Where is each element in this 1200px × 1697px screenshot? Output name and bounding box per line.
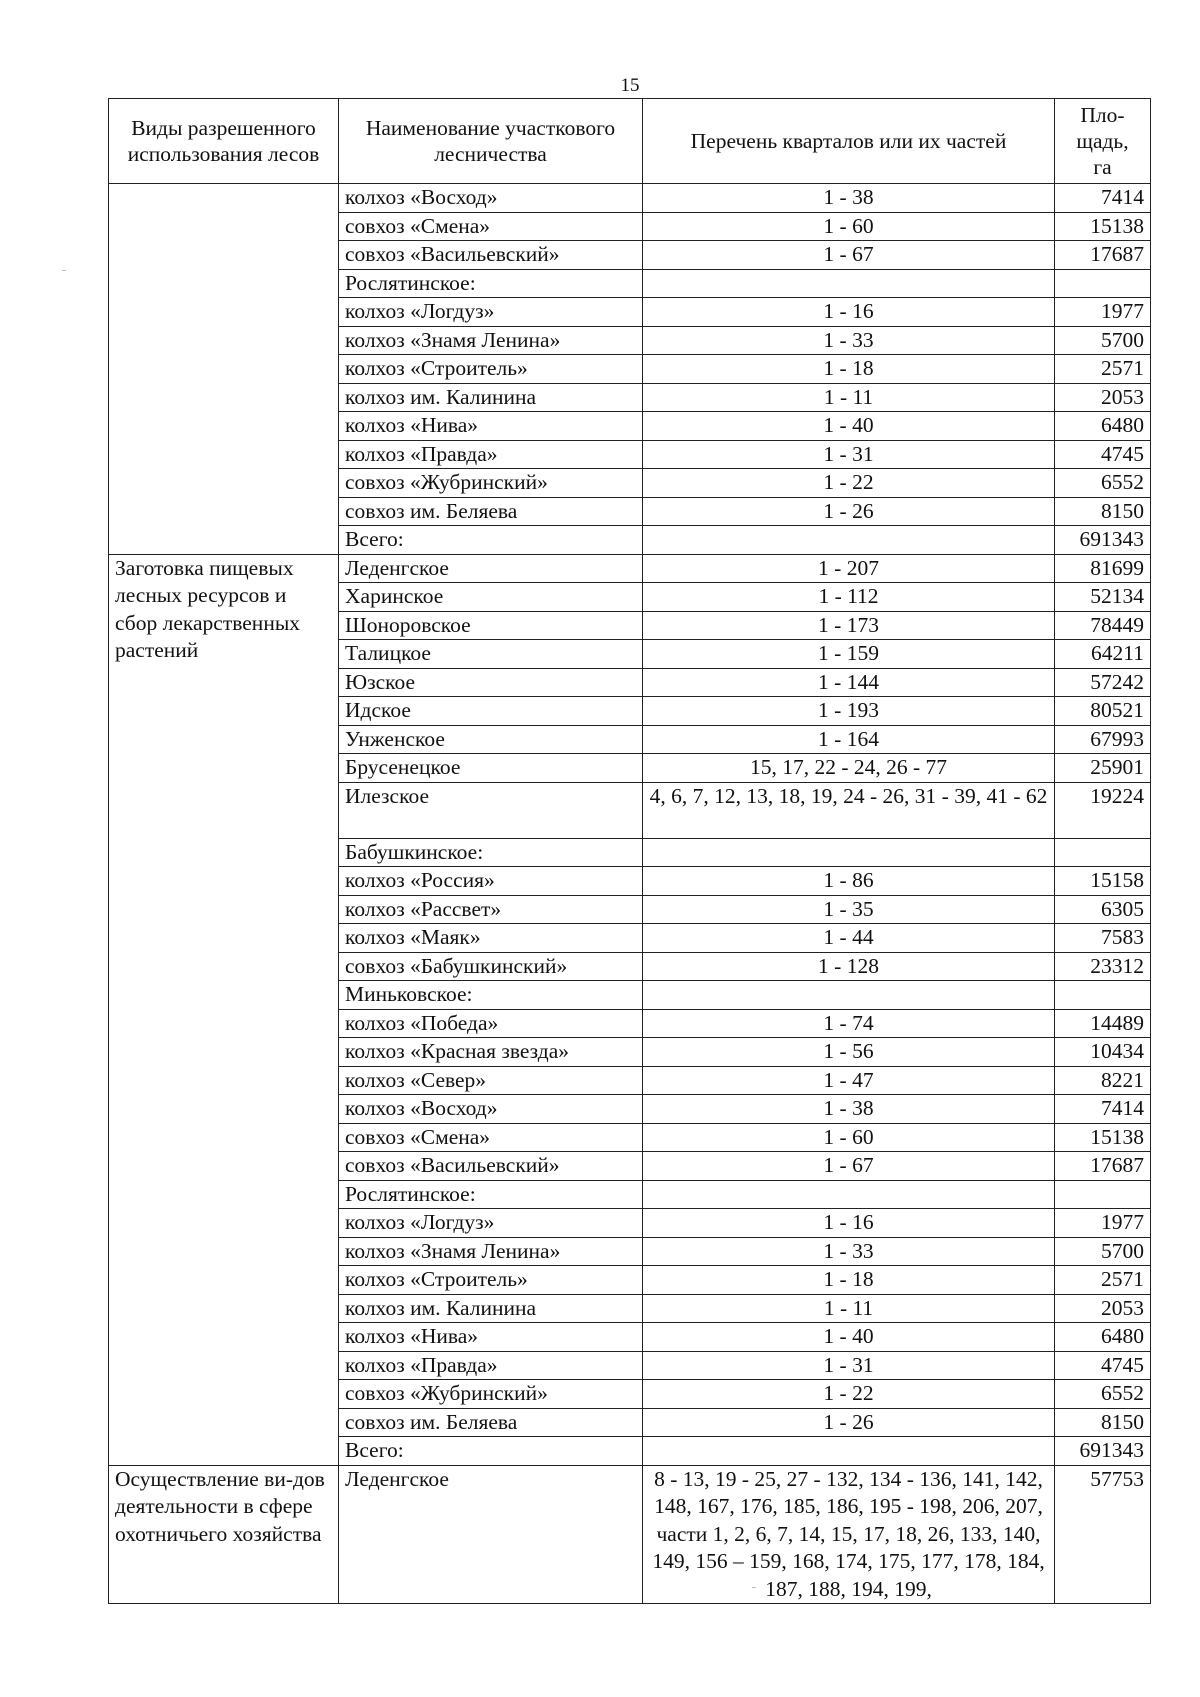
quarters-cell: 1 - 67 [643, 1152, 1055, 1181]
quarters-cell: 8 - 13, 19 - 25, 27 - 132, 134 - 136, 141, 142, 148, 167, 176, 185, 186, 195 - 198, 206, 207, части 1, 2, 6, 7, 14, 15, 17, 18, 26, 133, 140, 149, 156 – 159, 168, 174, 175, 177, 178, 184, 187, 188, 194, 199, [643, 1465, 1055, 1604]
forestry-cell: колхоз «Север» [339, 1066, 643, 1095]
area-cell: 15138 [1055, 1123, 1151, 1152]
quarters-cell: 1 - 193 [643, 697, 1055, 726]
area-cell: 6480 [1055, 1323, 1151, 1352]
forestry-cell: Всего: [339, 1437, 643, 1466]
header-use-type: Виды разрешенного использования лесов [109, 99, 339, 184]
quarters-cell: 1 - 40 [643, 412, 1055, 441]
area-cell [1055, 269, 1151, 298]
area-cell: 19224 [1055, 782, 1151, 838]
quarters-cell: 1 - 144 [643, 668, 1055, 697]
quarters-cell: 1 - 22 [643, 469, 1055, 498]
forestry-cell: колхоз «Знамя Ленина» [339, 326, 643, 355]
area-cell: 8150 [1055, 1408, 1151, 1437]
forestry-cell: колхоз «Строитель» [339, 355, 643, 384]
area-cell [1055, 838, 1151, 867]
forestry-cell: колхоз «Россия» [339, 867, 643, 896]
area-cell: 6305 [1055, 895, 1151, 924]
quarters-cell: 1 - 38 [643, 184, 1055, 213]
forestry-cell: колхоз «Восход» [339, 184, 643, 213]
area-cell [1055, 1180, 1151, 1209]
quarters-cell: 1 - 74 [643, 1009, 1055, 1038]
forestry-cell: совхоз «Жубринский» [339, 1380, 643, 1409]
forestry-cell: колхоз им. Калинина [339, 1294, 643, 1323]
use-type-cell: Осуществление ви-дов деятельности в сфере охотничьего хозяйства [109, 1465, 339, 1604]
quarters-cell: 1 - 26 [643, 1408, 1055, 1437]
page-number: 15 [620, 75, 640, 96]
area-cell: 6552 [1055, 469, 1151, 498]
area-cell: 5700 [1055, 1237, 1151, 1266]
header-area: Пло-щадь, га [1055, 99, 1151, 184]
quarters-cell: 1 - 18 [643, 355, 1055, 384]
quarters-cell: 1 - 159 [643, 640, 1055, 669]
area-cell: 57753 [1055, 1465, 1151, 1604]
forestry-cell: колхоз «Маяк» [339, 924, 643, 953]
forestry-cell: совхоз «Жубринский» [339, 469, 643, 498]
quarters-cell: 4, 6, 7, 12, 13, 18, 19, 24 - 26, 31 - 39, 41 - 62 [643, 782, 1055, 838]
quarters-cell: 1 - 56 [643, 1038, 1055, 1067]
area-cell: 64211 [1055, 640, 1151, 669]
area-cell: 2053 [1055, 383, 1151, 412]
quarters-cell: 1 - 40 [643, 1323, 1055, 1352]
area-cell: 15138 [1055, 212, 1151, 241]
forestry-cell: Талицкое [339, 640, 643, 669]
forestry-cell: колхоз «Правда» [339, 440, 643, 469]
quarters-cell: 1 - 86 [643, 867, 1055, 896]
quarters-cell: 1 - 11 [643, 1294, 1055, 1323]
forestry-cell: колхоз «Нива» [339, 412, 643, 441]
area-cell [1055, 981, 1151, 1010]
forestry-cell: Брусенецкое [339, 754, 643, 783]
area-cell: 6552 [1055, 1380, 1151, 1409]
quarters-cell [643, 1180, 1055, 1209]
forestry-cell: Унженское [339, 725, 643, 754]
table-row [109, 554, 1151, 583]
forestry-cell: колхоз «Логдуз» [339, 1209, 643, 1238]
quarters-cell: 1 - 112 [643, 583, 1055, 612]
area-cell: 14489 [1055, 1009, 1151, 1038]
area-cell: 7583 [1055, 924, 1151, 953]
quarters-cell [643, 838, 1055, 867]
area-cell: 7414 [1055, 1095, 1151, 1124]
area-cell: 52134 [1055, 583, 1151, 612]
quarters-cell [643, 526, 1055, 555]
area-cell: 25901 [1055, 754, 1151, 783]
quarters-cell: 1 - 207 [643, 554, 1055, 583]
quarters-cell: 1 - 16 [643, 298, 1055, 327]
area-cell: 23312 [1055, 952, 1151, 981]
area-cell: 10434 [1055, 1038, 1151, 1067]
quarters-cell [643, 269, 1055, 298]
use-type-cell: Заготовка пищевых лесных ресурсов и сбор лекарственных растений [109, 554, 339, 1465]
area-cell: 6480 [1055, 412, 1151, 441]
quarters-cell: 1 - 47 [643, 1066, 1055, 1095]
forestry-cell: колхоз «Логдуз» [339, 298, 643, 327]
forestry-cell: совхоз «Бабушкинский» [339, 952, 643, 981]
forestry-cell: Рослятинское: [339, 1180, 643, 1209]
area-cell: 8221 [1055, 1066, 1151, 1095]
area-cell: 691343 [1055, 526, 1151, 555]
forestry-cell: колхоз «Строитель» [339, 1266, 643, 1295]
quarters-cell: 1 - 18 [643, 1266, 1055, 1295]
scan-speck [752, 1587, 756, 1588]
area-cell: 2571 [1055, 355, 1151, 384]
quarters-cell: 1 - 44 [643, 924, 1055, 953]
forestry-cell: колхоз «Восход» [339, 1095, 643, 1124]
quarters-cell: 1 - 128 [643, 952, 1055, 981]
area-cell: 80521 [1055, 697, 1151, 726]
quarters-cell: 1 - 22 [643, 1380, 1055, 1409]
area-cell: 8150 [1055, 497, 1151, 526]
quarters-cell: 1 - 67 [643, 241, 1055, 270]
forestry-cell: Шоноровское [339, 611, 643, 640]
forestry-cell: Идское [339, 697, 643, 726]
forest-use-table [108, 98, 1151, 1604]
area-cell: 1977 [1055, 298, 1151, 327]
forestry-cell: совхоз «Смена» [339, 212, 643, 241]
quarters-cell: 1 - 16 [643, 1209, 1055, 1238]
forestry-cell: Илезское [339, 782, 643, 838]
area-cell: 57242 [1055, 668, 1151, 697]
forestry-cell: Леденгское [339, 1465, 643, 1604]
area-cell: 15158 [1055, 867, 1151, 896]
area-cell: 17687 [1055, 241, 1151, 270]
quarters-cell: 15, 17, 22 - 24, 26 - 77 [643, 754, 1055, 783]
quarters-cell: 1 - 173 [643, 611, 1055, 640]
area-cell: 4745 [1055, 1351, 1151, 1380]
forestry-cell: колхоз «Знамя Ленина» [339, 1237, 643, 1266]
area-cell: 2571 [1055, 1266, 1151, 1295]
area-cell: 81699 [1055, 554, 1151, 583]
area-cell: 4745 [1055, 440, 1151, 469]
forestry-cell: Рослятинское: [339, 269, 643, 298]
quarters-cell: 1 - 26 [643, 497, 1055, 526]
forestry-cell: Харинское [339, 583, 643, 612]
forestry-cell: Всего: [339, 526, 643, 555]
forestry-cell: колхоз им. Калинина [339, 383, 643, 412]
forestry-cell: совхоз им. Беляева [339, 1408, 643, 1437]
forestry-cell: Юзское [339, 668, 643, 697]
area-cell: 5700 [1055, 326, 1151, 355]
area-cell: 67993 [1055, 725, 1151, 754]
quarters-cell: 1 - 33 [643, 326, 1055, 355]
forestry-cell: Бабушкинское: [339, 838, 643, 867]
quarters-cell: 1 - 60 [643, 1123, 1055, 1152]
use-type-cell [109, 184, 339, 555]
scan-speck [62, 270, 66, 271]
forestry-cell: колхоз «Победа» [339, 1009, 643, 1038]
quarters-cell: 1 - 35 [643, 895, 1055, 924]
forestry-cell: Миньковское: [339, 981, 643, 1010]
table-row [109, 184, 1151, 213]
area-cell: 691343 [1055, 1437, 1151, 1466]
quarters-cell: 1 - 33 [643, 1237, 1055, 1266]
forestry-cell: совхоз «Васильевский» [339, 1152, 643, 1181]
area-cell: 17687 [1055, 1152, 1151, 1181]
forestry-cell: совхоз «Смена» [339, 1123, 643, 1152]
forestry-cell: колхоз «Правда» [339, 1351, 643, 1380]
forestry-cell: колхоз «Рассвет» [339, 895, 643, 924]
quarters-cell [643, 981, 1055, 1010]
table-row [109, 1465, 1151, 1604]
forestry-cell: колхоз «Красная звезда» [339, 1038, 643, 1067]
area-cell: 2053 [1055, 1294, 1151, 1323]
forestry-cell: Леденгское [339, 554, 643, 583]
quarters-cell: 1 - 31 [643, 440, 1055, 469]
area-cell: 7414 [1055, 184, 1151, 213]
quarters-cell: 1 - 31 [643, 1351, 1055, 1380]
forestry-cell: колхоз «Нива» [339, 1323, 643, 1352]
quarters-cell [643, 1437, 1055, 1466]
header-quarters: Перечень кварталов или их частей [643, 99, 1055, 184]
table-body [109, 184, 1151, 1604]
quarters-cell: 1 - 38 [643, 1095, 1055, 1124]
area-cell: 1977 [1055, 1209, 1151, 1238]
header-forestry: Наименование участкового лесничества [339, 99, 643, 184]
table-header-row [109, 99, 1151, 184]
quarters-cell: 1 - 60 [643, 212, 1055, 241]
area-cell: 78449 [1055, 611, 1151, 640]
forestry-cell: совхоз «Васильевский» [339, 241, 643, 270]
quarters-cell: 1 - 164 [643, 725, 1055, 754]
forestry-cell: совхоз им. Беляева [339, 497, 643, 526]
quarters-cell: 1 - 11 [643, 383, 1055, 412]
